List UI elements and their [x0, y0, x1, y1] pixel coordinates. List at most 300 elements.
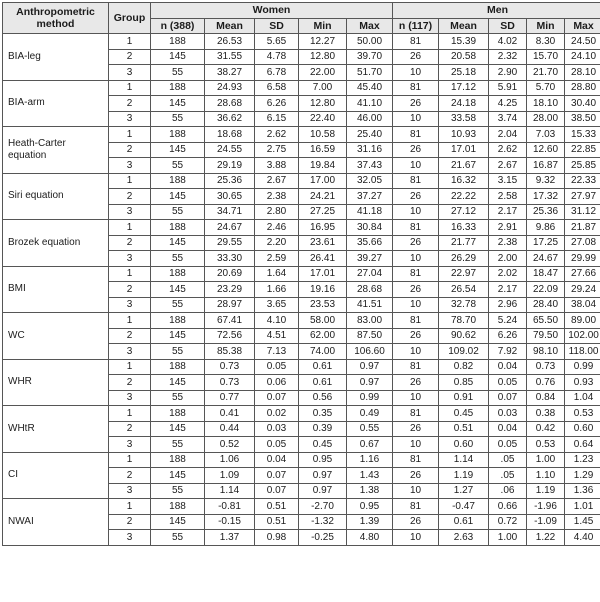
method-name: CI	[3, 452, 109, 499]
women-mean-cell: 1.14	[205, 483, 255, 499]
women-sd-cell: 2.46	[255, 220, 299, 236]
men-min-cell: 18.47	[527, 266, 565, 282]
group-cell: 1	[109, 34, 151, 50]
women-mean-cell: 1.06	[205, 452, 255, 468]
group-cell: 2	[109, 328, 151, 344]
header-men-mean: Mean	[439, 18, 489, 34]
women-min-cell: 0.45	[299, 437, 347, 453]
men-n-cell: 26	[393, 375, 439, 391]
men-min-cell: -1.96	[527, 499, 565, 515]
women-max-cell: 46.00	[347, 111, 393, 127]
men-min-cell: 1.00	[527, 452, 565, 468]
men-n-cell: 10	[393, 483, 439, 499]
women-sd-cell: 0.02	[255, 406, 299, 422]
men-mean-cell: 0.45	[439, 406, 489, 422]
women-n-cell: 55	[151, 530, 205, 546]
men-mean-cell: 22.22	[439, 189, 489, 205]
men-sd-cell: 2.90	[489, 65, 527, 81]
women-n-cell: 145	[151, 189, 205, 205]
header-method: Anthropometric method	[3, 3, 109, 34]
method-name: WHR	[3, 359, 109, 406]
women-mean-cell: 0.73	[205, 359, 255, 375]
women-n-cell: 145	[151, 421, 205, 437]
method-name: NWAI	[3, 499, 109, 546]
men-min-cell: 0.53	[527, 437, 565, 453]
women-n-cell: 188	[151, 173, 205, 189]
men-mean-cell: 0.61	[439, 514, 489, 530]
men-max-cell: 1.04	[565, 390, 600, 406]
women-min-cell: 26.41	[299, 251, 347, 267]
women-min-cell: 58.00	[299, 313, 347, 329]
women-mean-cell: 0.73	[205, 375, 255, 391]
table-row	[3, 406, 600, 422]
women-min-cell: 0.39	[299, 421, 347, 437]
women-sd-cell: 0.51	[255, 499, 299, 515]
men-min-cell: 22.09	[527, 282, 565, 298]
method-name: Siri equation	[3, 173, 109, 220]
men-n-cell: 81	[393, 173, 439, 189]
women-mean-cell: 24.93	[205, 80, 255, 96]
group-cell: 2	[109, 96, 151, 112]
group-cell: 2	[109, 235, 151, 251]
group-cell: 2	[109, 421, 151, 437]
women-min-cell: 62.00	[299, 328, 347, 344]
women-mean-cell: 0.52	[205, 437, 255, 453]
men-sd-cell: 0.04	[489, 359, 527, 375]
women-sd-cell: 2.75	[255, 142, 299, 158]
women-max-cell: 0.55	[347, 421, 393, 437]
women-sd-cell: 0.98	[255, 530, 299, 546]
women-sd-cell: 2.38	[255, 189, 299, 205]
women-n-cell: 55	[151, 344, 205, 360]
women-sd-cell: 2.62	[255, 127, 299, 143]
women-max-cell: 37.27	[347, 189, 393, 205]
men-max-cell: 15.33	[565, 127, 600, 143]
women-sd-cell: 6.26	[255, 96, 299, 112]
men-mean-cell: 10.93	[439, 127, 489, 143]
men-max-cell: 89.00	[565, 313, 600, 329]
men-sd-cell: 2.02	[489, 266, 527, 282]
men-mean-cell: -0.47	[439, 499, 489, 515]
women-min-cell: 22.40	[299, 111, 347, 127]
men-mean-cell: 17.12	[439, 80, 489, 96]
table-row	[3, 499, 600, 515]
women-n-cell: 145	[151, 328, 205, 344]
women-max-cell: 4.80	[347, 530, 393, 546]
men-mean-cell: 0.85	[439, 375, 489, 391]
women-mean-cell: 26.53	[205, 34, 255, 50]
men-n-cell: 81	[393, 80, 439, 96]
men-min-cell: 9.86	[527, 220, 565, 236]
men-n-cell: 10	[393, 204, 439, 220]
women-n-cell: 55	[151, 65, 205, 81]
women-mean-cell: 36.62	[205, 111, 255, 127]
women-n-cell: 145	[151, 468, 205, 484]
women-mean-cell: -0.15	[205, 514, 255, 530]
women-n-cell: 188	[151, 220, 205, 236]
women-mean-cell: 38.27	[205, 65, 255, 81]
women-max-cell: 45.40	[347, 80, 393, 96]
men-mean-cell: 16.32	[439, 173, 489, 189]
women-mean-cell: 31.55	[205, 49, 255, 65]
women-max-cell: 0.99	[347, 390, 393, 406]
men-max-cell: 0.60	[565, 421, 600, 437]
women-mean-cell: 28.68	[205, 96, 255, 112]
group-cell: 3	[109, 297, 151, 313]
women-max-cell: 0.67	[347, 437, 393, 453]
men-sd-cell: 0.66	[489, 499, 527, 515]
men-n-cell: 26	[393, 514, 439, 530]
men-n-cell: 81	[393, 34, 439, 50]
table-header	[3, 3, 600, 34]
header-women-max: Max	[347, 18, 393, 34]
men-min-cell: 18.10	[527, 96, 565, 112]
men-n-cell: 10	[393, 530, 439, 546]
anthropometric-stats-table	[2, 2, 600, 546]
women-n-cell: 188	[151, 499, 205, 515]
women-min-cell: 0.97	[299, 483, 347, 499]
men-max-cell: 1.36	[565, 483, 600, 499]
men-max-cell: 38.04	[565, 297, 600, 313]
men-sd-cell: 2.17	[489, 282, 527, 298]
women-sd-cell: 0.05	[255, 359, 299, 375]
men-min-cell: 12.60	[527, 142, 565, 158]
women-min-cell: 0.95	[299, 452, 347, 468]
men-max-cell: 28.10	[565, 65, 600, 81]
women-n-cell: 188	[151, 266, 205, 282]
group-cell: 2	[109, 468, 151, 484]
women-mean-cell: 24.67	[205, 220, 255, 236]
women-min-cell: 0.61	[299, 359, 347, 375]
men-sd-cell: 2.96	[489, 297, 527, 313]
header-men-sd: SD	[489, 18, 527, 34]
men-sd-cell: 5.91	[489, 80, 527, 96]
men-max-cell: 24.10	[565, 49, 600, 65]
group-cell: 2	[109, 514, 151, 530]
men-max-cell: 22.33	[565, 173, 600, 189]
men-mean-cell: 0.91	[439, 390, 489, 406]
women-sd-cell: 2.67	[255, 173, 299, 189]
men-n-cell: 26	[393, 49, 439, 65]
men-n-cell: 81	[393, 406, 439, 422]
women-n-cell: 145	[151, 235, 205, 251]
men-n-cell: 26	[393, 328, 439, 344]
men-mean-cell: 21.67	[439, 158, 489, 174]
men-mean-cell: 2.63	[439, 530, 489, 546]
men-sd-cell: 0.04	[489, 421, 527, 437]
men-mean-cell: 109.02	[439, 344, 489, 360]
women-sd-cell: 2.80	[255, 204, 299, 220]
group-cell: 2	[109, 282, 151, 298]
table-row	[3, 80, 600, 96]
women-min-cell: 74.00	[299, 344, 347, 360]
group-cell: 2	[109, 375, 151, 391]
women-min-cell: 27.25	[299, 204, 347, 220]
men-mean-cell: 33.58	[439, 111, 489, 127]
header-men-max: Max	[565, 18, 600, 34]
men-n-cell: 81	[393, 452, 439, 468]
men-mean-cell: 0.51	[439, 421, 489, 437]
men-max-cell: 30.40	[565, 96, 600, 112]
men-min-cell: 25.36	[527, 204, 565, 220]
men-n-cell: 26	[393, 189, 439, 205]
women-sd-cell: 0.51	[255, 514, 299, 530]
women-min-cell: 7.00	[299, 80, 347, 96]
table-row	[3, 220, 600, 236]
men-min-cell: 28.00	[527, 111, 565, 127]
women-min-cell: -2.70	[299, 499, 347, 515]
method-name: Heath-Carter equation	[3, 127, 109, 174]
men-n-cell: 81	[393, 127, 439, 143]
men-min-cell: 28.40	[527, 297, 565, 313]
group-cell: 1	[109, 359, 151, 375]
women-sd-cell: 1.66	[255, 282, 299, 298]
women-min-cell: 23.61	[299, 235, 347, 251]
men-max-cell: 0.64	[565, 437, 600, 453]
men-max-cell: 28.80	[565, 80, 600, 96]
group-cell: 3	[109, 437, 151, 453]
men-max-cell: 25.85	[565, 158, 600, 174]
men-sd-cell: 2.17	[489, 204, 527, 220]
men-sd-cell: 4.25	[489, 96, 527, 112]
women-mean-cell: 30.65	[205, 189, 255, 205]
group-cell: 2	[109, 142, 151, 158]
men-sd-cell: 2.00	[489, 251, 527, 267]
men-max-cell: 4.40	[565, 530, 600, 546]
women-n-cell: 188	[151, 34, 205, 50]
men-mean-cell: 25.18	[439, 65, 489, 81]
women-max-cell: 50.00	[347, 34, 393, 50]
header-women: Women	[151, 3, 393, 19]
women-mean-cell: 25.36	[205, 173, 255, 189]
women-sd-cell: 1.64	[255, 266, 299, 282]
women-min-cell: 22.00	[299, 65, 347, 81]
women-min-cell: 24.21	[299, 189, 347, 205]
men-max-cell: 31.12	[565, 204, 600, 220]
group-cell: 1	[109, 499, 151, 515]
group-cell: 1	[109, 220, 151, 236]
men-sd-cell: 0.05	[489, 375, 527, 391]
table-row	[3, 34, 600, 50]
women-mean-cell: 20.69	[205, 266, 255, 282]
men-n-cell: 26	[393, 421, 439, 437]
men-sd-cell: 4.02	[489, 34, 527, 50]
men-n-cell: 81	[393, 313, 439, 329]
table-row	[3, 359, 600, 375]
women-min-cell: 16.95	[299, 220, 347, 236]
men-min-cell: 79.50	[527, 328, 565, 344]
women-min-cell: 17.01	[299, 266, 347, 282]
group-cell: 3	[109, 204, 151, 220]
men-mean-cell: 26.29	[439, 251, 489, 267]
table-row	[3, 173, 600, 189]
women-mean-cell: 23.29	[205, 282, 255, 298]
women-sd-cell: 0.07	[255, 390, 299, 406]
women-min-cell: 17.00	[299, 173, 347, 189]
men-mean-cell: 24.18	[439, 96, 489, 112]
header-women-mean: Mean	[205, 18, 255, 34]
women-n-cell: 188	[151, 406, 205, 422]
women-min-cell: 0.56	[299, 390, 347, 406]
women-sd-cell: 3.65	[255, 297, 299, 313]
men-min-cell: 5.70	[527, 80, 565, 96]
women-n-cell: 55	[151, 251, 205, 267]
men-sd-cell: 3.74	[489, 111, 527, 127]
women-mean-cell: 72.56	[205, 328, 255, 344]
men-n-cell: 81	[393, 220, 439, 236]
method-name: BIA-arm	[3, 80, 109, 127]
men-sd-cell: 7.92	[489, 344, 527, 360]
men-n-cell: 26	[393, 468, 439, 484]
group-cell: 1	[109, 127, 151, 143]
men-max-cell: 24.50	[565, 34, 600, 50]
header-men: Men	[393, 3, 600, 19]
women-max-cell: 0.49	[347, 406, 393, 422]
men-min-cell: 16.87	[527, 158, 565, 174]
women-mean-cell: 85.38	[205, 344, 255, 360]
men-min-cell: 65.50	[527, 313, 565, 329]
women-max-cell: 83.00	[347, 313, 393, 329]
women-mean-cell: 29.19	[205, 158, 255, 174]
women-mean-cell: -0.81	[205, 499, 255, 515]
women-sd-cell: 6.78	[255, 65, 299, 81]
men-max-cell: 27.97	[565, 189, 600, 205]
group-cell: 3	[109, 483, 151, 499]
men-max-cell: 0.99	[565, 359, 600, 375]
men-sd-cell: 2.04	[489, 127, 527, 143]
men-max-cell: 22.85	[565, 142, 600, 158]
method-name: WC	[3, 313, 109, 360]
men-max-cell: 38.50	[565, 111, 600, 127]
women-min-cell: 23.53	[299, 297, 347, 313]
women-mean-cell: 18.68	[205, 127, 255, 143]
women-max-cell: 35.66	[347, 235, 393, 251]
men-min-cell: -1.09	[527, 514, 565, 530]
women-max-cell: 87.50	[347, 328, 393, 344]
women-min-cell: 0.97	[299, 468, 347, 484]
women-sd-cell: 0.07	[255, 483, 299, 499]
men-min-cell: 0.84	[527, 390, 565, 406]
men-sd-cell: .06	[489, 483, 527, 499]
group-cell: 2	[109, 49, 151, 65]
men-min-cell: 17.32	[527, 189, 565, 205]
table-row	[3, 266, 600, 282]
header-men-n: n (117)	[393, 18, 439, 34]
women-max-cell: 0.97	[347, 359, 393, 375]
header-women-sd: SD	[255, 18, 299, 34]
women-mean-cell: 67.41	[205, 313, 255, 329]
method-name: Brozek equation	[3, 220, 109, 267]
table-body	[3, 34, 600, 546]
men-sd-cell: 2.32	[489, 49, 527, 65]
men-mean-cell: 26.54	[439, 282, 489, 298]
women-sd-cell: 7.13	[255, 344, 299, 360]
women-n-cell: 55	[151, 204, 205, 220]
women-mean-cell: 33.30	[205, 251, 255, 267]
women-max-cell: 51.70	[347, 65, 393, 81]
women-min-cell: 0.35	[299, 406, 347, 422]
men-n-cell: 10	[393, 437, 439, 453]
men-mean-cell: 22.97	[439, 266, 489, 282]
women-sd-cell: 6.15	[255, 111, 299, 127]
women-n-cell: 188	[151, 452, 205, 468]
men-mean-cell: 0.60	[439, 437, 489, 453]
group-cell: 1	[109, 173, 151, 189]
men-min-cell: 24.67	[527, 251, 565, 267]
men-min-cell: 1.22	[527, 530, 565, 546]
women-min-cell: 12.80	[299, 49, 347, 65]
group-cell: 1	[109, 313, 151, 329]
men-max-cell: 0.93	[565, 375, 600, 391]
men-max-cell: 27.66	[565, 266, 600, 282]
group-cell: 3	[109, 111, 151, 127]
women-sd-cell: 3.88	[255, 158, 299, 174]
men-max-cell: 1.45	[565, 514, 600, 530]
men-n-cell: 10	[393, 158, 439, 174]
women-max-cell: 41.10	[347, 96, 393, 112]
men-mean-cell: 20.58	[439, 49, 489, 65]
women-min-cell: 0.61	[299, 375, 347, 391]
men-max-cell: 21.87	[565, 220, 600, 236]
table-row	[3, 313, 600, 329]
men-min-cell: 7.03	[527, 127, 565, 143]
men-mean-cell: 1.14	[439, 452, 489, 468]
women-max-cell: 0.95	[347, 499, 393, 515]
women-max-cell: 41.18	[347, 204, 393, 220]
men-sd-cell: 2.62	[489, 142, 527, 158]
group-cell: 3	[109, 251, 151, 267]
women-max-cell: 32.05	[347, 173, 393, 189]
women-max-cell: 39.70	[347, 49, 393, 65]
men-max-cell: 29.24	[565, 282, 600, 298]
women-mean-cell: 29.55	[205, 235, 255, 251]
men-mean-cell: 1.19	[439, 468, 489, 484]
men-min-cell: 98.10	[527, 344, 565, 360]
group-cell: 3	[109, 530, 151, 546]
men-max-cell: 1.01	[565, 499, 600, 515]
women-max-cell: 106.60	[347, 344, 393, 360]
men-min-cell: 1.19	[527, 483, 565, 499]
men-min-cell: 1.10	[527, 468, 565, 484]
women-mean-cell: 24.55	[205, 142, 255, 158]
table-row	[3, 127, 600, 143]
header-women-n: n (388)	[151, 18, 205, 34]
men-max-cell: 102.00	[565, 328, 600, 344]
men-mean-cell: 1.27	[439, 483, 489, 499]
women-max-cell: 37.43	[347, 158, 393, 174]
women-min-cell: 12.80	[299, 96, 347, 112]
men-sd-cell: 3.15	[489, 173, 527, 189]
women-n-cell: 55	[151, 390, 205, 406]
men-min-cell: 0.38	[527, 406, 565, 422]
group-cell: 1	[109, 266, 151, 282]
women-n-cell: 55	[151, 158, 205, 174]
women-max-cell: 39.27	[347, 251, 393, 267]
group-cell: 1	[109, 406, 151, 422]
women-n-cell: 145	[151, 96, 205, 112]
women-n-cell: 145	[151, 142, 205, 158]
women-sd-cell: 4.78	[255, 49, 299, 65]
men-sd-cell: 0.07	[489, 390, 527, 406]
group-cell: 1	[109, 452, 151, 468]
men-n-cell: 10	[393, 65, 439, 81]
header-group: Group	[109, 3, 151, 34]
women-n-cell: 188	[151, 127, 205, 143]
women-n-cell: 55	[151, 437, 205, 453]
men-max-cell: 0.53	[565, 406, 600, 422]
women-min-cell: 16.59	[299, 142, 347, 158]
women-max-cell: 30.84	[347, 220, 393, 236]
